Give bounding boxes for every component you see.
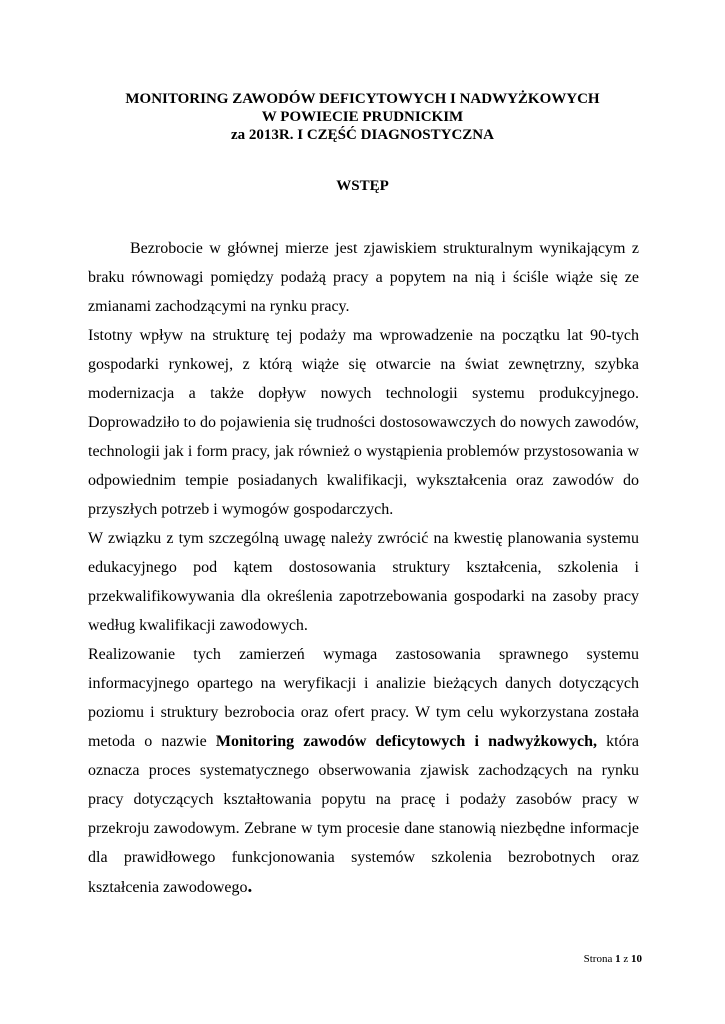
footer-separator: z: [623, 953, 629, 965]
paragraph-4-end: która oznacza proces systematycznego obserwowania zjawisk zachodzących na rynku pracy dotyczących kształtowania popytu na pracę i podaży zasobów pracy w przekroju zawodowym. Zebrane w tym procesie dane stanowią niezbędne informacje dla prawidłowego funkcjonowania systemów szkolenia bezrobotnych oraz kształcenia zawodowego: [88, 733, 640, 896]
paragraph-4: [88, 640, 639, 902]
paragraph-4-start: Realizowanie tych zamierzeń wymaga zastosowania sprawnego systemu informacyjnego opartego na weryfikacji i analizie bieżących danych dotyczących poziomu i struktury bezrobocia oraz ofert pracy. W tym celu wykorzystana została metoda o nazwie: [88, 646, 639, 750]
paragraph-1: Bezrobocie w głównej mierze jest zjawiskiem strukturalnym wynikającym z braku równowagi pomiędzy podażą pracy a popytem na nią i ściśle wiąże się ze zmianami zachodzącymi na rynku pracy.: [88, 240, 639, 315]
document-body: [88, 234, 639, 902]
footer-page-total: 10: [631, 953, 642, 965]
title-line-2: W POWIECIE PRUDNICKIM: [261, 109, 464, 125]
paragraph-4-final-dot: .: [247, 876, 253, 897]
title-line-1: MONITORING ZAWODÓW DEFICYTOWYCH I NADWYŻKOWYCH: [125, 91, 600, 107]
paragraph-2: Istotny wpływ na strukturę tej podaży ma wprowadzenie na początku lat 90-tych gospodarki rynkowej, z którą wiąże się otwarcie na świat zewnętrzny, szybka modernizacja a także dopływ nowych technologii systemu produkcyjnego. Doprowadziło to do pojawienia się trudności dostosowawczych do nowych zawodów, technologii jak i form pracy, jak również o wystąpienia problemów przystosowania w odpowiednim tempie posiadanych kwalifikacji, wykształcenia oraz zawodów do przyszłych potrzeb i wymogów gospodarczych.: [88, 327, 639, 518]
paragraph-3: W związku z tym szczególną uwagę należy zwrócić na kwestię planowania systemu edukacyjnego pod kątem dostosowania struktury kształcenia, szkolenia i przekwalifikowywania dla określenia zapotrzebowania gospodarki na zasoby pracy według kwalifikacji zawodowych.: [88, 530, 639, 634]
footer-label: Strona: [583, 953, 613, 965]
section-heading: WSTĘP: [336, 178, 389, 194]
footer-page-number: 1: [615, 953, 621, 965]
document-title: [0, 90, 725, 144]
page-footer: [584, 952, 642, 966]
title-line-3: za 2013R. I CZĘŚĆ DIAGNOSTYCZNA: [231, 127, 494, 143]
paragraph-4-bold-term: Monitoring zawodów deficytowych i nadwyżkowych,: [215, 733, 597, 750]
